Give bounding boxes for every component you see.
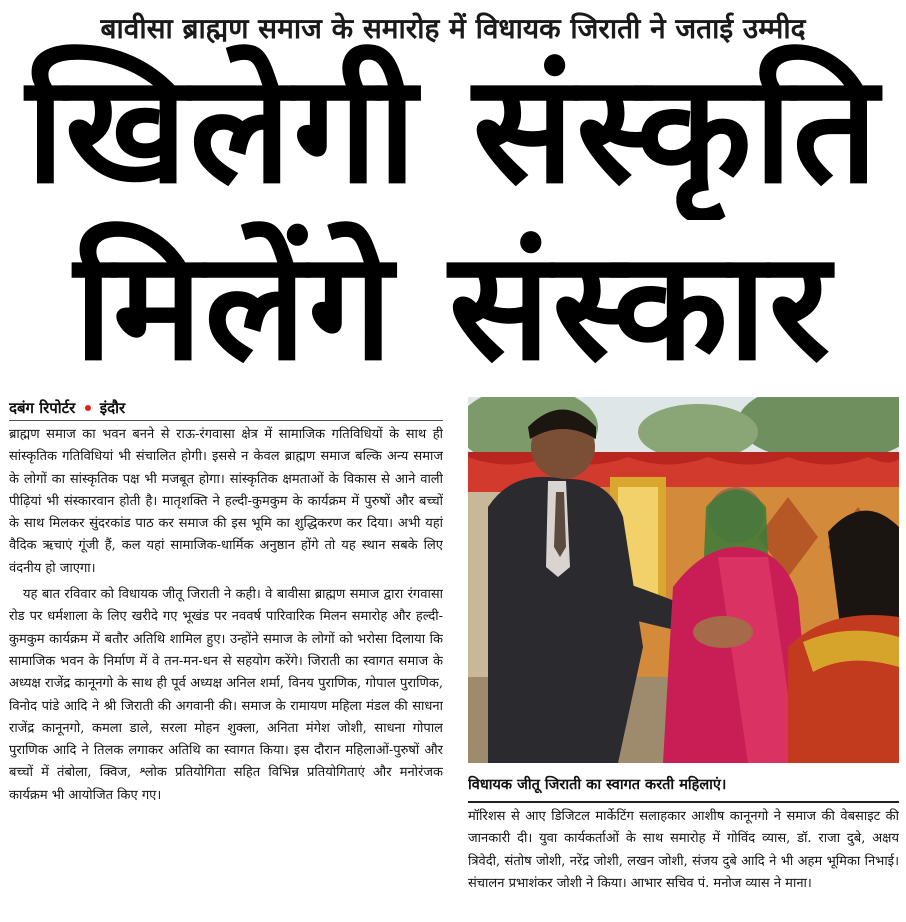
article-continuation: [468, 806, 899, 922]
byline-city: इंदौर: [99, 399, 126, 417]
paragraph-3: मॉरिशस से आए डिजिटल मार्केटिंग सलाहकार आशीष कानूनगो ने समाज की वेबसाइट की जानकारी दी। युवा कार्यकर्ताओं के साथ समारोह में गोविंद व्यास, डॉ. राजा दुबे, अक्षय त्रिवेदी, संतोष जोशी, नरेंद्र जोशी, लखन जोशी, संजय दुबे आदि ने भी अहम भूमिका निभाई। संचालन प्रभाशंकर जोशी ने किया। आभार सचिव पं. मनोज व्यास ने माना।: [468, 809, 899, 891]
news-photo: [468, 397, 899, 763]
byline: [9, 396, 443, 421]
headline-line-2: मिलेंगे संस्कार: [73, 220, 833, 394]
paragraph-1: ब्राह्मण समाज का भवन बनने से राऊ-रंगवासा क्षेत्र में सामाजिक गतिविधियों के साथ ही सांस्कृतिक गतिविधियां भी संचालित होगी। इससे न केवल ब्राह्मण समाज बल्कि अन्य समाज के लोगों का सांस्कृतिक पक्ष भी मजबूत होगा। सांस्कृतिक क्षमताओं के विकास से आने वाली पीढ़ियां भी संस्कारवान होती है। मातृशक्ति ने हल्दी-कुमकुम के कार्यक्रम में पुरुषों और बच्चों के साथ मिलकर सुंदरकांड पाठ कर समाज की इस भूमि का शुद्धिकरण कर दिया। अभी यहां वैदिक ऋचाएं गूंजी हैं, कल यहां सामाजिक-धार्मिक अनुष्ठान होंगे तो यह स्थान सबके लिए वंदनीय हो जाएगा।: [9, 427, 443, 576]
byline-reporter: दबंग रिपोर्टर: [9, 399, 76, 417]
bullet-dot-icon: [85, 405, 91, 411]
headline-line-1: खिलेगी संस्कृति: [25, 43, 881, 217]
news-photo-illustration: [468, 397, 899, 763]
caption-divider: [468, 801, 899, 803]
photo-caption: विधायक जीतू जिराती का स्वागत करती महिलाएं।: [468, 777, 727, 793]
article-body-column: [9, 396, 443, 922]
paragraph-2: यह बात रविवार को विधायक जीतू जिराती ने कही। वे बावीसा ब्राह्मण समाज द्वारा रंगवासा रोड पर धर्मशाला के लिए खरीदे गए भूखंड पर नववर्ष पारिवारिक मिलन समारोह और हल्दी-कुमकुम कार्यक्रम में बतौर अतिथि शामिल हुए। उन्होंने समाज के लोगों को भरोसा दिलाया कि सामाजिक भवन के निर्माण में वे तन-मन-धन से सहयोग करेंगे। जिराती का स्वागत समाज के अध्यक्ष राजेंद्र कानूनगो के साथ ही पूर्व अध्यक्ष अनिल शर्मा, विनय पुराणिक, गोपाल पुराणिक, विनोद पांडे आदि ने श्री जिराती की अगवानी की। समाज के रामायण महिला मंडल की साधना राजेंद्र कानूनगो, कमला डाले, सरला मोहन शुक्ला, अनिता मंगेश जोशी, साधना गोपाल पुराणिक आदि ने तिलक लगाकर अतिथि का स्वागत किया। इस दौरान महिलाओं-पुरुषों और बच्चों में तंबोला, क्विज, श्लोक प्रतियोगिता सहित विभिन्न प्रतियोगिताएं और मनोरंजक कार्यक्रम भी आयोजित किए गए।: [9, 587, 443, 803]
kicker-headline: बावीसा ब्राह्मण समाज के समारोह में विधायक जिराती ने जताई उम्मीद: [100, 12, 806, 45]
